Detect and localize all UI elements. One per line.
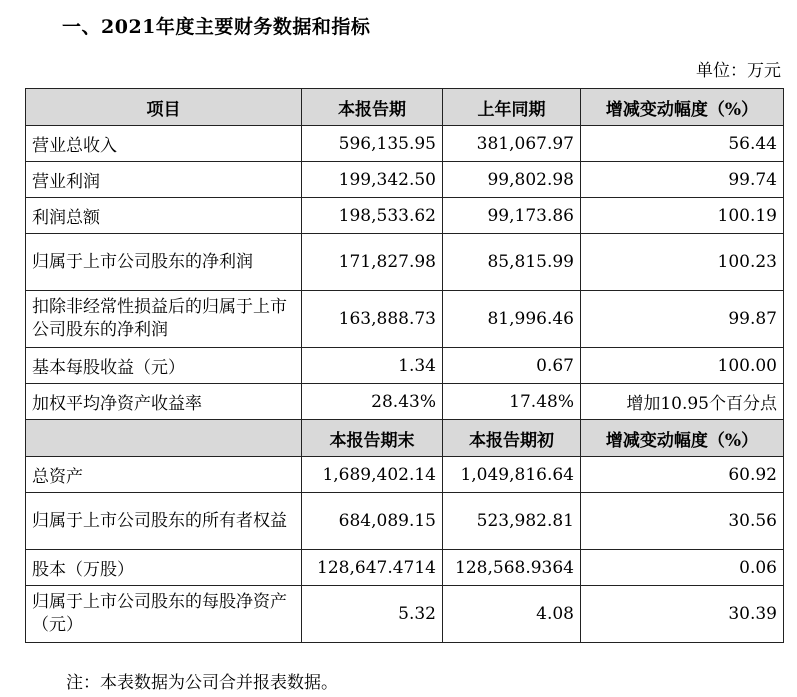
subheader-change-pct: 增减变动幅度（%） (581, 420, 784, 457)
table-row (26, 291, 784, 348)
table-row (26, 162, 784, 198)
row-current: 199,342.50 (302, 162, 443, 198)
row-label: 利润总额 (26, 198, 302, 234)
subheader-blank (26, 420, 302, 457)
row-prior: 81,996.46 (443, 291, 581, 348)
row-prior: 0.67 (443, 348, 581, 384)
row-change: 30.39 (581, 586, 784, 643)
row-prior: 523,982.81 (443, 493, 581, 550)
row-prior: 17.48% (443, 384, 581, 420)
unit-label: 单位：万元 (696, 61, 781, 81)
table-row (26, 550, 784, 586)
row-current: 1.34 (302, 348, 443, 384)
row-current: 684,089.15 (302, 493, 443, 550)
row-prior: 381,067.97 (443, 126, 581, 162)
header-prior-period: 上年同期 (443, 89, 581, 126)
table-footnote: 注：本表数据为公司合并报表数据。 (66, 673, 338, 693)
row-change: 100.23 (581, 234, 784, 291)
row-change: 99.87 (581, 291, 784, 348)
row-label: 扣除非经常性损益后的归属于上市公司股东的净利润 (26, 291, 302, 348)
row-label: 加权平均净资产收益率 (26, 384, 302, 420)
subheader-period-start: 本报告期初 (443, 420, 581, 457)
section-heading: 一、2021年度主要财务数据和指标 (62, 16, 371, 38)
header-change-pct: 增减变动幅度（%） (581, 89, 784, 126)
row-current: 28.43% (302, 384, 443, 420)
row-change: 100.19 (581, 198, 784, 234)
row-label: 归属于上市公司股东的每股净资产（元） (26, 586, 302, 643)
row-label: 营业总收入 (26, 126, 302, 162)
row-label: 归属于上市公司股东的所有者权益 (26, 493, 302, 550)
header-current-period: 本报告期 (302, 89, 443, 126)
row-prior: 128,568.9364 (443, 550, 581, 586)
table-row (26, 348, 784, 384)
row-label: 股本（万股） (26, 550, 302, 586)
row-change: 60.92 (581, 457, 784, 493)
row-prior: 99,802.98 (443, 162, 581, 198)
row-current: 198,533.62 (302, 198, 443, 234)
row-change: 增加10.95个百分点 (581, 384, 784, 420)
row-prior: 85,815.99 (443, 234, 581, 291)
financial-table (25, 88, 784, 643)
row-change: 0.06 (581, 550, 784, 586)
row-current: 163,888.73 (302, 291, 443, 348)
table-row (26, 493, 784, 550)
table-row (26, 586, 784, 643)
header-item: 项目 (26, 89, 302, 126)
row-prior: 4.08 (443, 586, 581, 643)
row-label: 基本每股收益（元） (26, 348, 302, 384)
row-change: 100.00 (581, 348, 784, 384)
row-label: 总资产 (26, 457, 302, 493)
row-current: 596,135.95 (302, 126, 443, 162)
row-label: 营业利润 (26, 162, 302, 198)
table-row (26, 457, 784, 493)
row-change: 30.56 (581, 493, 784, 550)
row-change: 56.44 (581, 126, 784, 162)
table-row (26, 384, 784, 420)
table-row (26, 126, 784, 162)
row-change: 99.74 (581, 162, 784, 198)
table-subheader-row (26, 420, 784, 457)
row-current: 5.32 (302, 586, 443, 643)
table-row (26, 234, 784, 291)
row-current: 1,689,402.14 (302, 457, 443, 493)
table-header-row (26, 89, 784, 126)
row-prior: 1,049,816.64 (443, 457, 581, 493)
table-row (26, 198, 784, 234)
row-label: 归属于上市公司股东的净利润 (26, 234, 302, 291)
subheader-period-end: 本报告期末 (302, 420, 443, 457)
row-prior: 99,173.86 (443, 198, 581, 234)
row-current: 171,827.98 (302, 234, 443, 291)
row-current: 128,647.4714 (302, 550, 443, 586)
